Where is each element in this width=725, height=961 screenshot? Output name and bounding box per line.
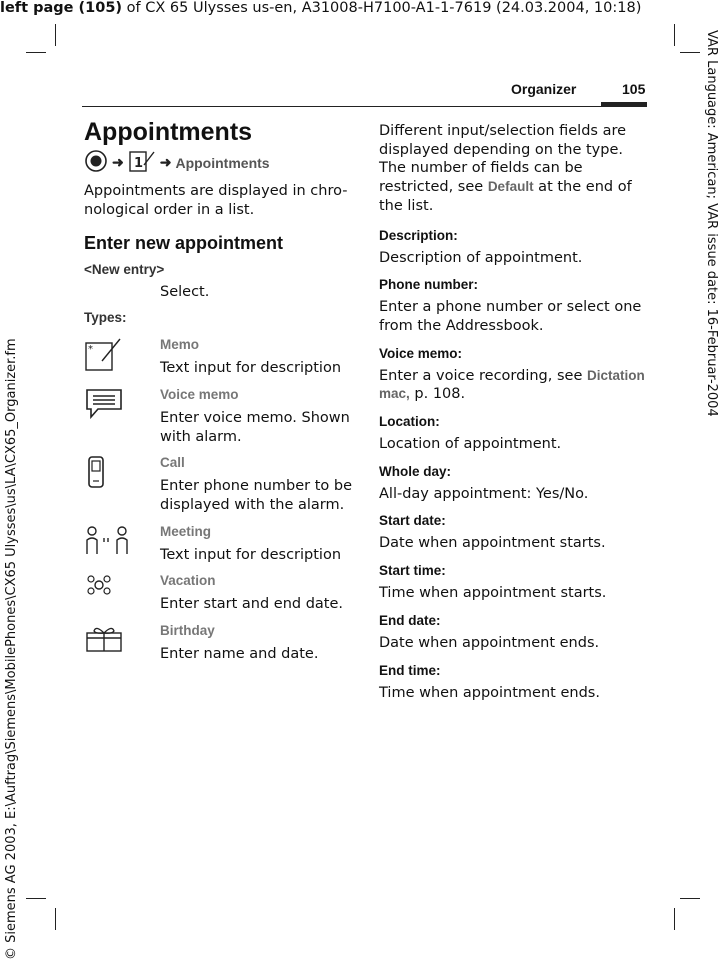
print-info-bold: left page (105) — [0, 0, 123, 16]
crop-mark — [26, 898, 46, 899]
birthday-icon — [84, 623, 160, 664]
field-item — [379, 613, 647, 653]
types-label: Types: — [84, 310, 127, 326]
field-item — [379, 414, 647, 454]
svg-text:*: * — [88, 344, 93, 356]
type-name: Call — [160, 455, 185, 471]
fields-intro-b: at the end of the list. — [379, 179, 632, 214]
page-title: Appointments — [84, 118, 253, 146]
type-desc: Enter phone number to be displayed with the alarm. — [160, 478, 353, 513]
meeting-icon — [84, 524, 160, 565]
intro-text: Appointments are displayed in chro-nological order in a list. — [84, 183, 348, 218]
field-desc-a: Enter a voice recording, see — [379, 367, 587, 384]
field-item — [379, 228, 647, 268]
field-desc: All-day appointment: Yes/No. — [379, 485, 589, 502]
field-label: Description: — [379, 227, 458, 243]
type-name: Meeting — [160, 523, 212, 539]
organizer-icon — [128, 149, 156, 176]
type-name: Memo — [160, 337, 200, 353]
type-item-memo — [84, 337, 352, 378]
field-label: End date: — [379, 612, 441, 628]
subsection-title: Enter new appointment — [84, 233, 284, 254]
field-label: Whole day: — [379, 463, 452, 479]
field-item — [379, 563, 647, 603]
arrow-icon: ➜ — [159, 154, 172, 170]
type-item-birthday — [84, 623, 352, 664]
field-label: End time: — [379, 662, 441, 678]
type-name: Voice memo — [160, 386, 239, 402]
fields-intro — [379, 122, 647, 216]
type-desc: Enter start and end date. — [160, 596, 344, 613]
type-name: Vacation — [160, 573, 216, 589]
type-item-meeting — [84, 524, 352, 565]
field-label: Start time: — [379, 563, 446, 579]
left-column — [84, 118, 352, 664]
call-icon — [84, 455, 160, 514]
field-item — [379, 277, 647, 335]
header-rule-accent — [601, 102, 647, 106]
crop-mark — [55, 908, 56, 930]
voice-memo-icon — [84, 387, 160, 446]
field-desc: Enter a phone number or select one from the Addressbook. — [379, 299, 642, 334]
page-number: 105 — [622, 81, 646, 97]
right-column — [379, 122, 647, 702]
field-desc: Date when appointment starts. — [379, 535, 606, 552]
right-margin-note: VAR Language: American; VAR issue date: 16-Februar-2004 — [704, 30, 719, 417]
crop-mark — [674, 24, 675, 46]
field-desc: Description of appointment. — [379, 249, 583, 266]
crop-mark — [26, 52, 46, 53]
field-label: Start date: — [379, 513, 446, 529]
field-label: Phone number: — [379, 277, 479, 293]
field-item — [379, 346, 647, 404]
field-label: Location: — [379, 414, 440, 430]
crop-mark — [55, 24, 56, 46]
type-item-voice-memo — [84, 387, 352, 446]
left-margin-note: © Siemens AG 2003, E:\Auftrag\Siemens\MobilePhones\CX65 Ulysses\us\LA\CX65_Organizer.fm — [4, 338, 19, 960]
type-item-call — [84, 455, 352, 514]
header-rule — [82, 106, 647, 107]
field-desc — [379, 367, 647, 404]
menu-path — [84, 149, 352, 176]
vacation-icon — [84, 573, 160, 614]
menu-path-end: Appointments — [175, 154, 270, 171]
type-desc: Enter name and date. — [160, 646, 319, 663]
arrow-icon: ➜ — [112, 154, 124, 170]
new-entry-label: <New entry> — [84, 262, 165, 278]
type-desc: Enter voice memo. Shown with alarm. — [160, 409, 350, 445]
fields-intro-a: Different input/selection fields are displayed depending on the type. The number of fields can be restricted, see — [379, 123, 627, 196]
crop-mark — [680, 898, 700, 899]
section-title: Organizer — [511, 81, 577, 97]
type-desc: Text input for description — [160, 360, 342, 377]
svg-text:1: 1 — [133, 156, 143, 171]
field-item — [379, 513, 647, 553]
print-info-rest: of CX 65 Ulysses us-en, A31008-H7100-A1-1-7619 (24.03.2004, 10:18) — [122, 0, 642, 16]
type-item-vacation — [84, 573, 352, 614]
field-desc: Time when appointment ends. — [379, 684, 600, 701]
field-desc: Time when appointment starts. — [379, 585, 607, 602]
crop-mark — [680, 52, 700, 53]
field-item — [379, 663, 647, 703]
type-desc: Text input for description — [160, 546, 342, 563]
print-info-line — [0, 0, 641, 16]
type-name: Birthday — [160, 623, 215, 639]
field-desc: Date when appointment ends. — [379, 634, 600, 651]
field-desc-b: p. 108. — [409, 386, 466, 403]
dictation-ref: Dictation mac, — [379, 367, 645, 402]
field-label: Voice memo: — [379, 345, 463, 361]
nav-joystick-icon — [84, 149, 108, 176]
default-ref: Default — [487, 179, 534, 195]
memo-icon — [84, 337, 160, 378]
field-desc: Location of appointment. — [379, 436, 562, 453]
select-text: Select. — [160, 284, 210, 301]
field-item — [379, 464, 647, 504]
crop-mark — [674, 908, 675, 930]
